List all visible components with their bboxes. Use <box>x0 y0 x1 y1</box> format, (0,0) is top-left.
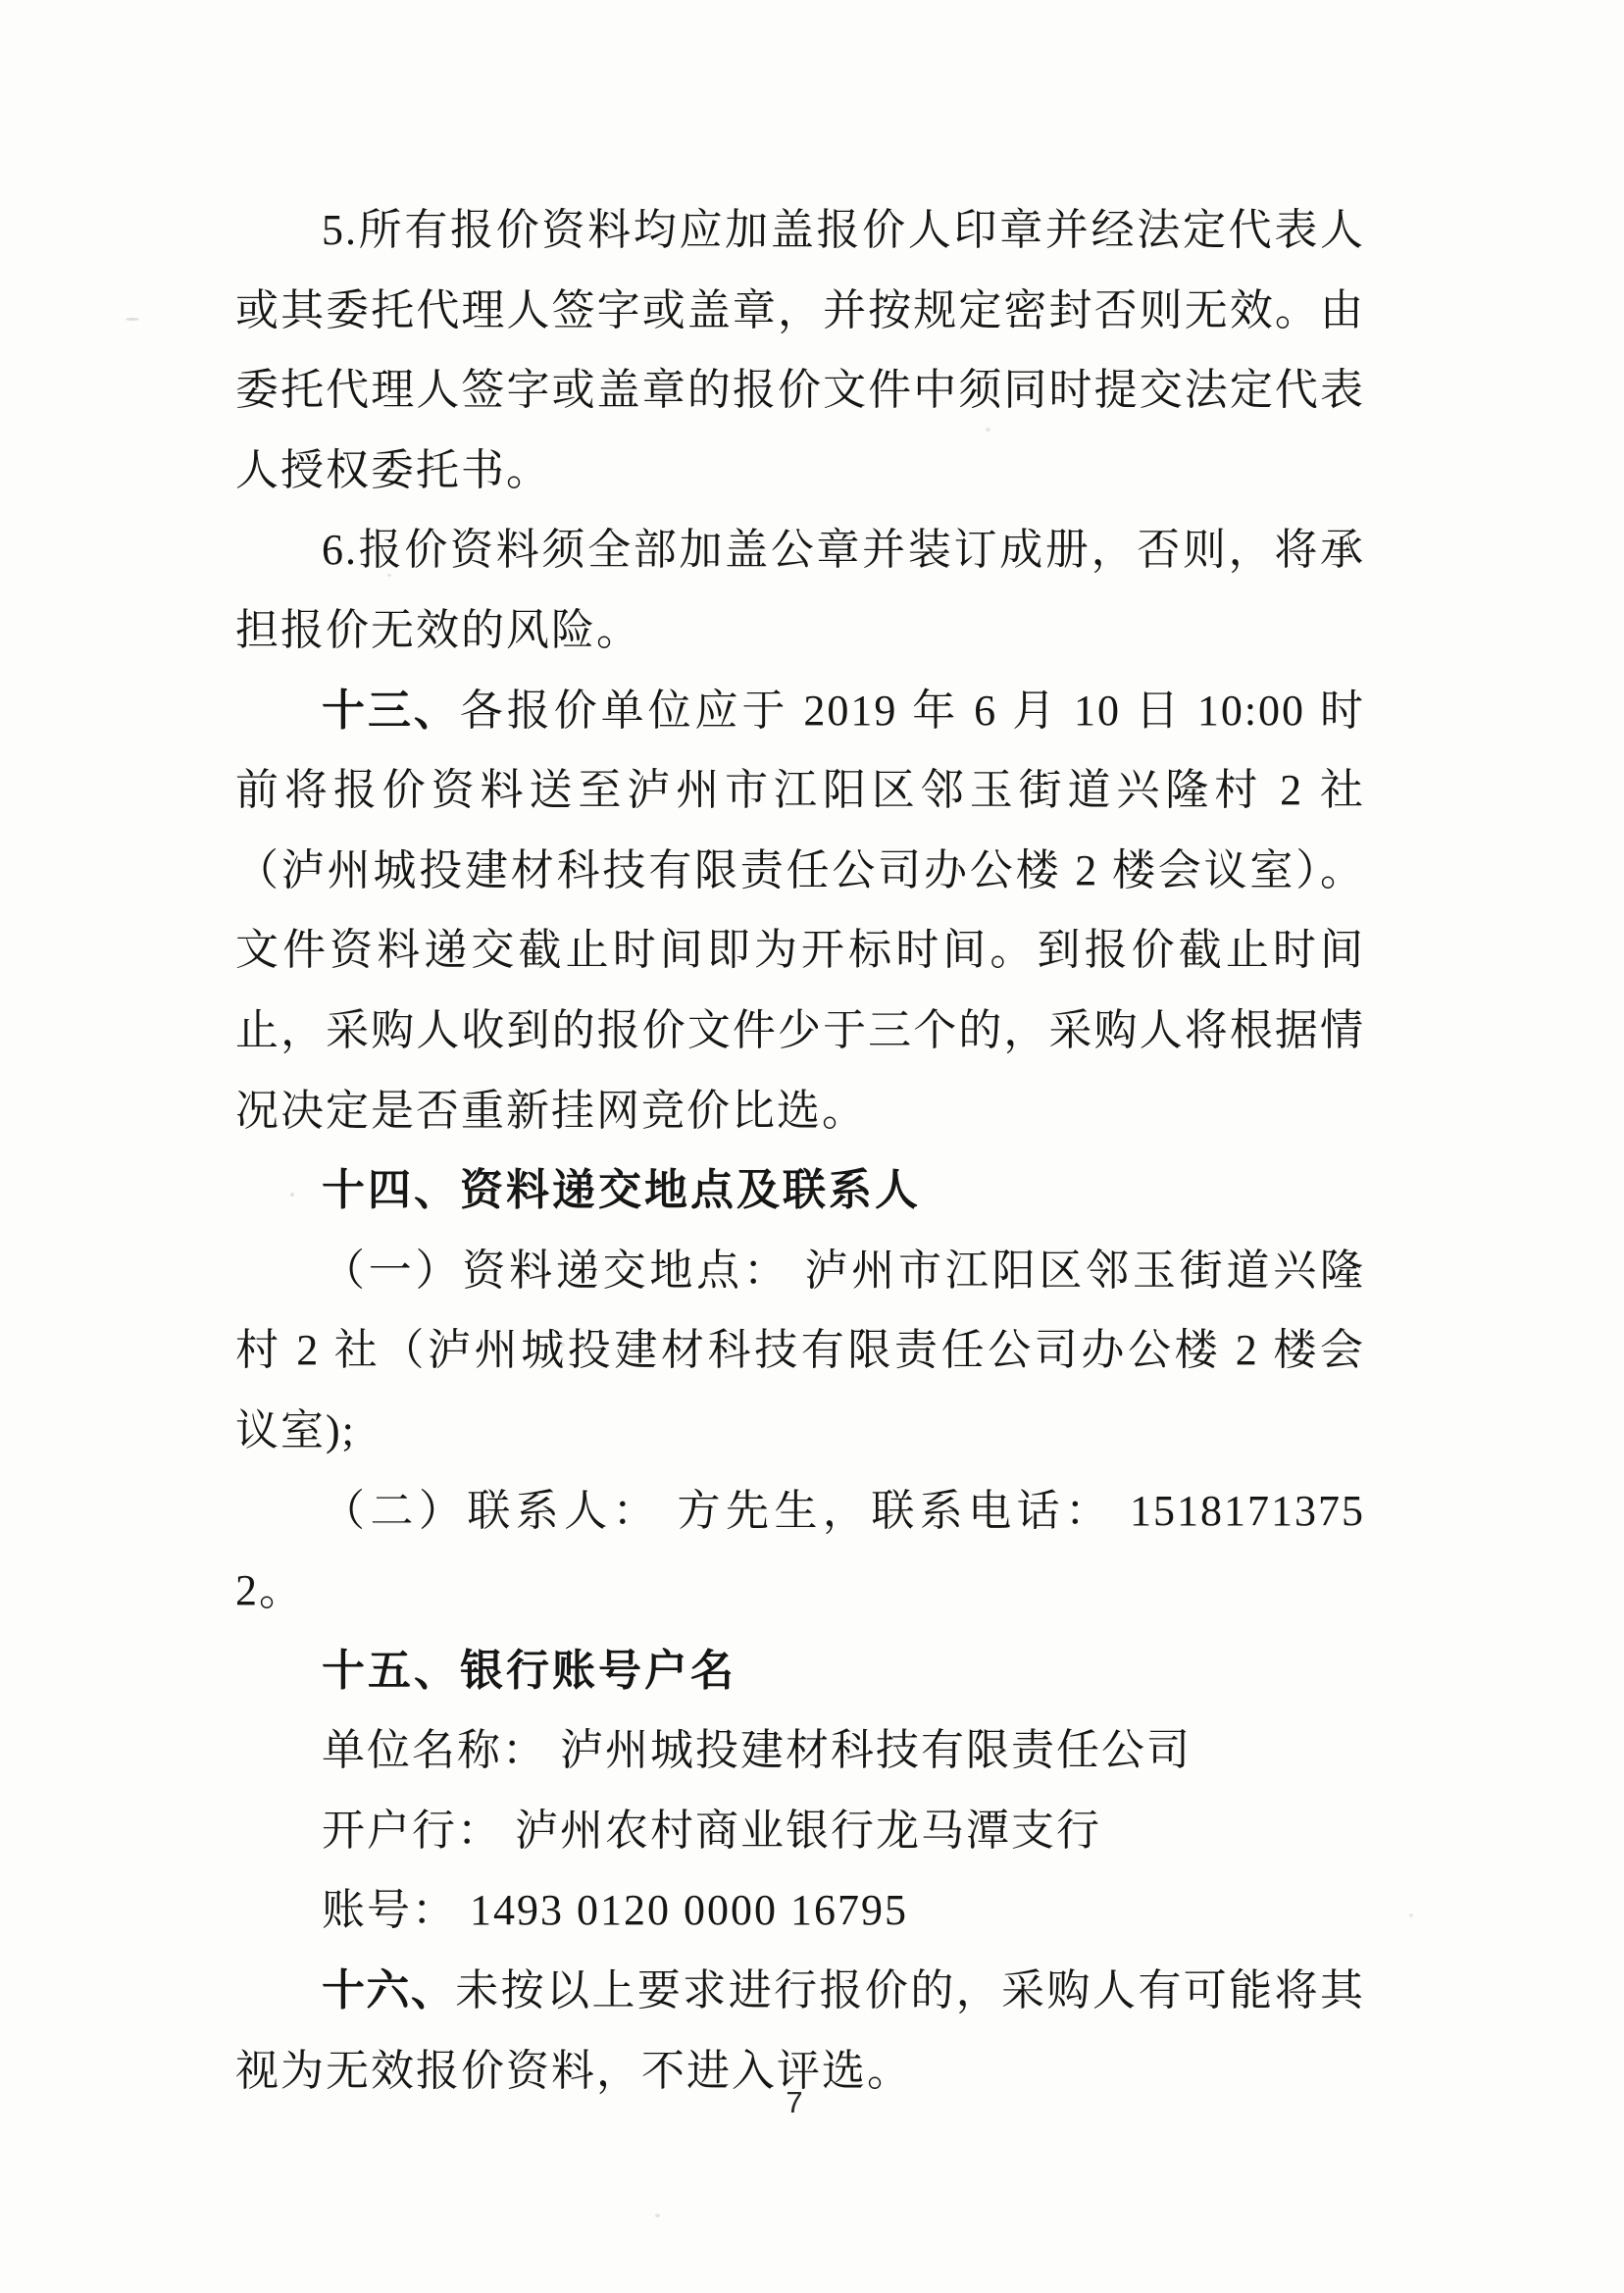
para-company-name <box>235 1710 1365 1791</box>
para-item-5-text: 5.所有报价资料均应加盖报价人印章并经法定代表人或其委托代理人签字或盖章，并按规定密封否则无效。由委托代理人签字或盖章的报价文件中须同时提交法定代表人授权委托书。 <box>235 206 1365 494</box>
para-delivery-address <box>235 1231 1365 1471</box>
para-item-6 <box>235 510 1365 670</box>
section-15-heading: 十五、银行账号户名 <box>322 1646 736 1695</box>
scan-speck <box>560 1343 565 1347</box>
section-13-number: 十三、 <box>322 686 460 735</box>
section-16-number: 十六、 <box>322 1966 456 2015</box>
page-number: 7 <box>786 2085 803 2119</box>
scan-speck <box>387 574 391 577</box>
para-company-name-text: 单位名称： 泸州城投建材科技有限责任公司 <box>322 1726 1192 1775</box>
para-contact-person <box>235 1471 1365 1631</box>
scan-speck <box>290 1193 294 1197</box>
document-body <box>235 190 1365 2111</box>
para-item-6-text: 6.报价资料须全部加盖公章并装订成册，否则，将承担报价无效的风险。 <box>235 526 1365 654</box>
scan-speck <box>655 2214 660 2217</box>
scan-speck <box>355 384 362 387</box>
para-account-number-text: 账号： 1493 0120 0000 16795 <box>322 1886 908 1935</box>
para-bank-branch-text: 开户行： 泸州农村商业银行龙马潭支行 <box>322 1806 1101 1855</box>
para-delivery-address-text: （一）资料递交地点： 泸州市江阳区邻玉街道兴隆村 2 社（泸州城投建材科技有限责任公司办公楼 2 楼会议室); <box>235 1246 1365 1454</box>
section-14-heading: 十四、资料递交地点及联系人 <box>322 1166 921 1215</box>
section-13-text: 各报价单位应于 2019 年 6 月 10 日 10:00 时前将报价资料送至泸州市江阳区邻玉街道兴隆村 2 社（泸州城投建材科技有限责任公司办公楼 2 楼会议室）。文件资料递交截止时间即为开标时间。到报价截止时间止，采购人收到的报价文件少于三个的，采购人将根据情况决定是否重新挂网竞价比选。 <box>235 686 1365 1135</box>
scan-speck <box>986 428 990 432</box>
para-bank-branch <box>235 1791 1365 1871</box>
section-13 <box>235 671 1365 1151</box>
scan-speck <box>1409 1913 1413 1917</box>
para-item-5 <box>235 190 1365 510</box>
section-16-text: 未按以上要求进行报价的，采购人有可能将其视为无效报价资料，不进入评选。 <box>235 1966 1366 2095</box>
scan-speck <box>126 318 139 321</box>
para-account-number <box>235 1870 1365 1951</box>
para-contact-person-text: （二）联系人： 方先生，联系电话： 15181713752。 <box>235 1486 1365 1615</box>
